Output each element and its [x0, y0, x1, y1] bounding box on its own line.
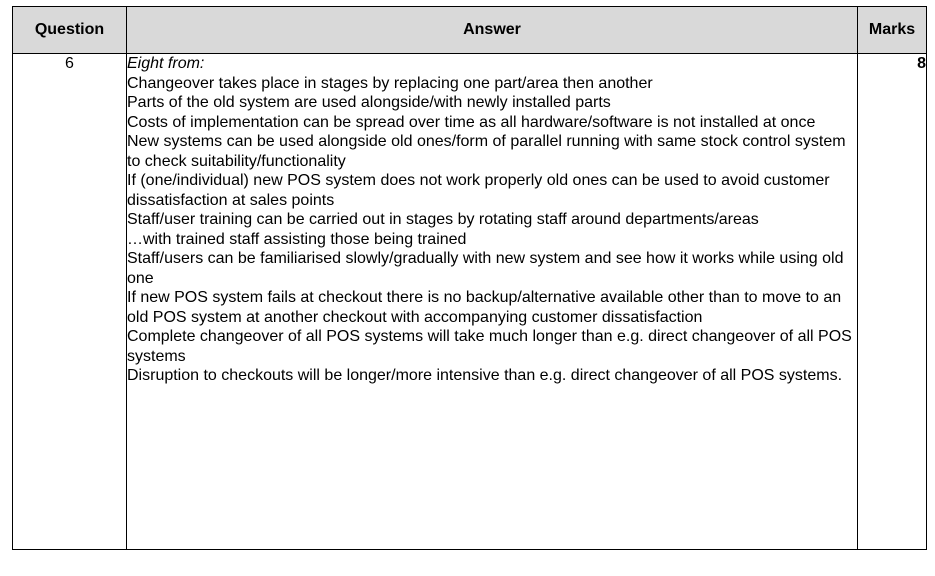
mark-scheme-table — [12, 6, 927, 550]
answer-point: If new POS system fails at checkout there is no backup/alternative available other than to move to an old POS system at another checkout with accompanying customer dissatisfaction — [127, 289, 842, 326]
marks-value: 8 — [858, 54, 927, 550]
table-row — [13, 54, 927, 550]
answer-point: New systems can be used alongside old ones/form of parallel running with same stock control system to check suitability/functionality — [127, 133, 846, 170]
question-header: Question — [13, 7, 127, 54]
answer-point: Staff/user training can be carried out in stages by rotating staff around departments/areas — [127, 211, 759, 228]
answer-point: Costs of implementation can be spread over time as all hardware/software is not installed at once — [127, 113, 816, 131]
answer-point: If (one/individual) new POS system does not work properly old ones can be used to avoid customer dissatisfaction at sales points — [127, 172, 830, 209]
answer-points-list — [127, 74, 857, 386]
answer-point: Staff/users can be familiarised slowly/gradually with new system and see how it works while using old one — [127, 250, 844, 287]
marks-header: Marks — [858, 7, 927, 54]
answer-cell — [127, 54, 858, 550]
answer-point: Changeover takes place in stages by replacing one part/area then another — [127, 74, 653, 92]
answer-point: Disruption to checkouts will be longer/more intensive than e.g. direct changeover of all POS systems. — [127, 367, 843, 384]
answer-point: …with trained staff assisting those being trained — [127, 230, 467, 248]
question-number: 6 — [13, 54, 127, 550]
header-row — [13, 7, 927, 54]
answer-header: Answer — [127, 7, 858, 54]
answer-point: Complete changeover of all POS systems will take much longer than e.g. direct changeover of all POS systems — [127, 328, 852, 365]
answer-point: Parts of the old system are used alongside/with newly installed parts — [127, 94, 611, 111]
answer-intro: Eight from: — [127, 55, 205, 72]
